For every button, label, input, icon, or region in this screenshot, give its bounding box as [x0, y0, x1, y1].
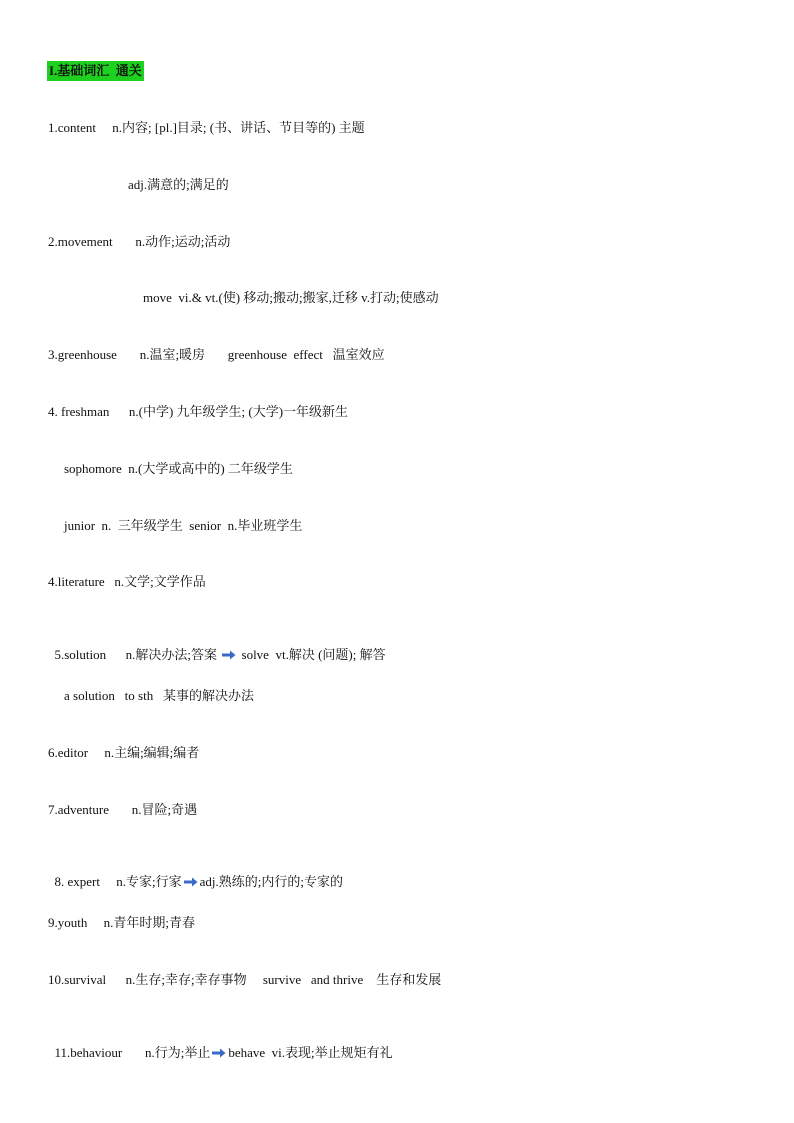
entry-behaviour — [48, 1029, 393, 1061]
entry-move: move vi.& vt.(使) 移动;搬动;搬家,迁移 v.打动;使感动 — [143, 290, 439, 305]
entry-literature: 4.literature n.文学;文学作品 — [48, 574, 206, 589]
right-arrow-icon — [212, 1048, 226, 1058]
entry-solution-phrase: a solution to sth 某事的解决办法 — [64, 688, 254, 703]
entry-freshman: 4. freshman n.(中学) 九年级学生; (大学)一年级新生 — [48, 404, 349, 419]
entry-solution — [48, 631, 386, 663]
entry-solution-verb: solve vt.解决 (问题); 解答 — [238, 647, 386, 662]
section-heading: I.基础词汇 通关 — [47, 61, 144, 81]
entry-content-adj: adj.满意的;满足的 — [128, 177, 229, 192]
entry-movement: 2.movement n.动作;运动;活动 — [48, 234, 231, 249]
entry-editor: 6.editor n.主编;编辑;编者 — [48, 745, 200, 760]
entry-sophomore: sophomore n.(大学或高中的) 二年级学生 — [64, 461, 293, 476]
entry-survival: 10.survival n.生存;幸存;幸存事物 survive and thrive 生存和发展 — [48, 972, 442, 987]
entry-junior-senior: junior n. 三年级学生 senior n.毕业班学生 — [64, 518, 303, 533]
entry-behaviour-verb: behave vi.表现;举止规矩有礼 — [228, 1045, 393, 1060]
entry-expert-adj: adj.熟练的;内行的;专家的 — [199, 874, 343, 889]
entry-expert-noun: 8. expert n.专家;行家 — [54, 874, 182, 889]
entry-solution-noun: 5.solution n.解决办法;答案 — [54, 647, 221, 662]
right-arrow-icon — [222, 650, 236, 660]
entry-greenhouse: 3.greenhouse n.温室;暖房 greenhouse effect 温室效应 — [48, 347, 385, 362]
entry-expert — [48, 858, 343, 890]
entry-behaviour-noun: 11.behaviour n.行为;举止 — [54, 1045, 211, 1060]
entry-youth: 9.youth n.青年时期;青春 — [48, 915, 195, 930]
entry-adventure: 7.adventure n.冒险;奇遇 — [48, 802, 198, 817]
entry-content: 1.content n.内容; [pl.]目录; (书、讲话、节目等的) 主题 — [48, 120, 365, 135]
right-arrow-icon — [184, 877, 198, 887]
